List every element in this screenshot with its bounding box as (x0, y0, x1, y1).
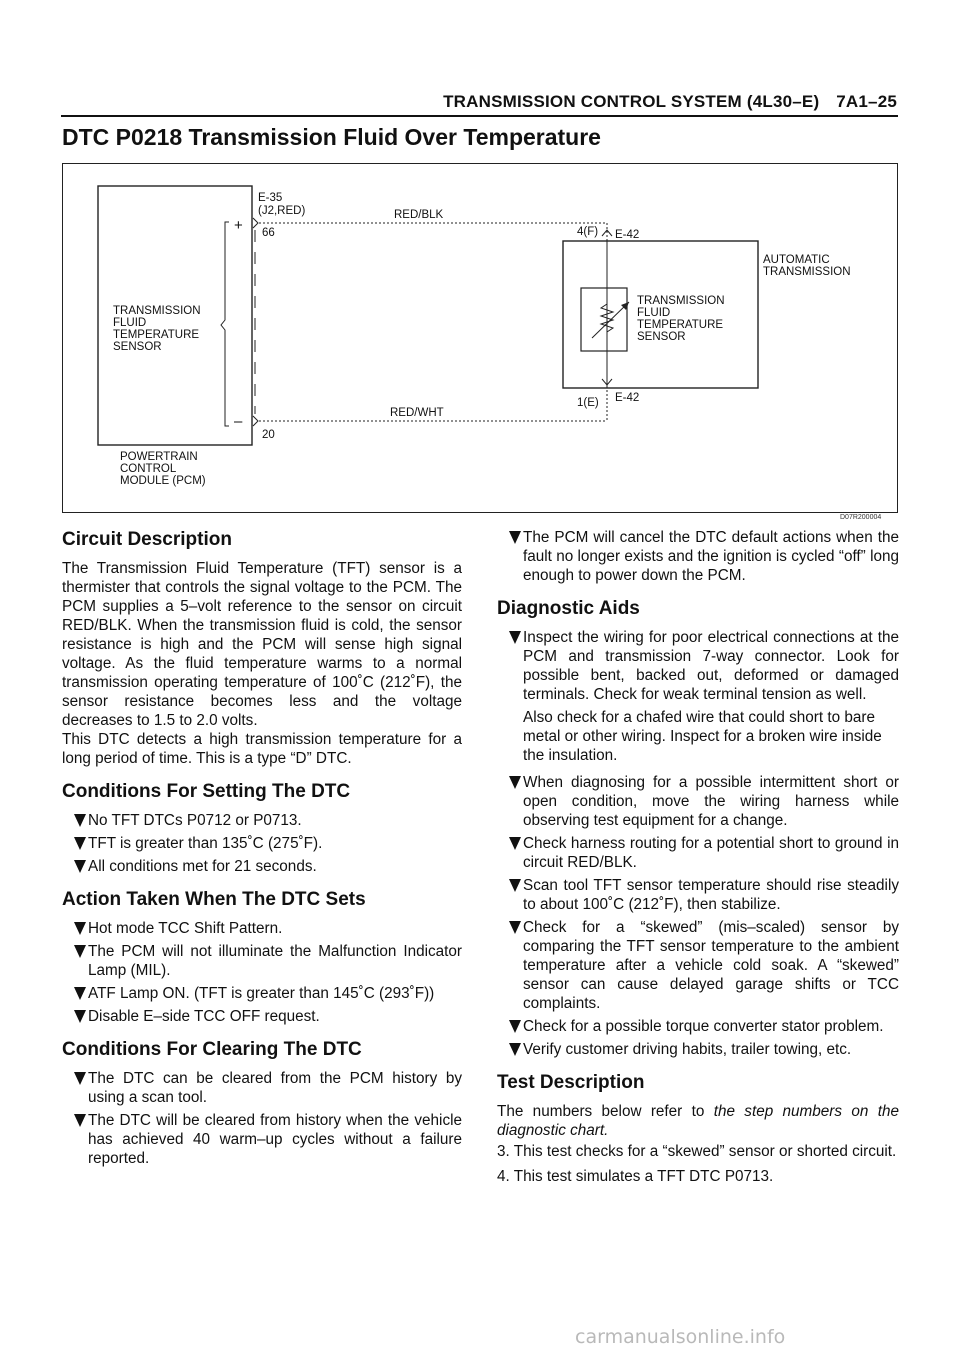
list-item: Disable E–side TCC OFF request. (62, 1007, 462, 1026)
triangle-bullet-icon (509, 631, 521, 644)
action-taken-heading: Action Taken When The DTC Sets (62, 889, 366, 910)
left-column (62, 528, 462, 1180)
triangle-bullet-icon (509, 1020, 521, 1033)
list-item: The PCM will cancel the DTC default actions when the fault no longer exists and the ignition is cycled “off” long enough to power down the PCM. (497, 528, 899, 585)
header-page-number: 7A1–25 (836, 92, 897, 111)
watermark: carmanualsonline.info (575, 1326, 786, 1348)
pin-66-label: 66 (262, 227, 275, 239)
list-item: Hot mode TCC Shift Pattern. (62, 919, 462, 938)
list-item: The PCM will not illuminate the Malfunction Indicator Lamp (MIL). (62, 942, 462, 980)
list-item: Scan tool TFT sensor temperature should rise steadily to about 100˚C (212˚F), then stabilize. (497, 876, 899, 914)
trans-sensor-label: TRANSMISSION FLUID TEMPERATURE SENSOR (637, 295, 725, 343)
circuit-description-heading: Circuit Description (62, 529, 232, 550)
triangle-bullet-icon (509, 531, 521, 544)
wiring-diagram (62, 163, 898, 513)
connector-e35-bottom-chevron (253, 416, 258, 426)
header-rule (61, 115, 898, 117)
triangle-bullet-icon (74, 1072, 86, 1085)
pcm-sensor-bracket (221, 222, 229, 426)
pin-1e-label: 1(E) (577, 397, 599, 409)
list-item: The DTC will be cleared from history when the vehicle has achieved 40 warm–up cycles without a failure reported. (62, 1111, 462, 1168)
circuit-description-section (62, 528, 462, 768)
test-description-intro: The numbers below refer to the step numbers on the diagnostic chart. (497, 1103, 899, 1139)
list-item: The DTC can be cleared from the PCM history by using a scan tool. (62, 1069, 462, 1107)
triangle-bullet-icon (74, 814, 86, 827)
header-title: TRANSMISSION CONTROL SYSTEM (4L30–E) (443, 92, 820, 111)
right-column (497, 528, 899, 1198)
figure-id: D07R200004 (840, 514, 882, 521)
triangle-bullet-icon (74, 1114, 86, 1127)
diagnostic-aids-subparagraph: Also check for a chafed wire that could short to bare metal or other wiring. Inspect for a broken wire inside the insulation. (523, 709, 882, 764)
triangle-bullet-icon (74, 987, 86, 1000)
conditions-clearing-heading: Conditions For Clearing The DTC (62, 1039, 362, 1060)
wire-red-wht-label: RED/WHT (390, 407, 444, 419)
connector-e35-label: E-35 (J2,RED) (258, 192, 306, 217)
test-description-heading: Test Description (497, 1072, 645, 1093)
circuit-description-p2: This DTC detects a high transmission temperature for a long period of time. This is a type “D” DTC. (62, 731, 462, 767)
diagnostic-aids-heading: Diagnostic Aids (497, 598, 640, 619)
conditions-setting-section (62, 780, 462, 876)
pin-4f-label: 4(F) (577, 226, 599, 238)
action-taken-section (62, 888, 462, 1026)
triangle-bullet-icon (74, 1010, 86, 1023)
connector-e42-bottom-label: E-42 (615, 392, 640, 404)
page-title: DTC P0218 Transmission Fluid Over Temperature (62, 124, 601, 150)
page-header (61, 92, 897, 112)
list-item: ATF Lamp ON. (TFT is greater than 145˚C (293˚F)) (62, 984, 462, 1003)
list-item: All conditions met for 21 seconds. (62, 857, 462, 876)
triangle-bullet-icon (74, 945, 86, 958)
triangle-bullet-icon (74, 860, 86, 873)
pcm-sensor-label: TRANSMISSION FLUID TEMPERATURE SENSOR (113, 305, 201, 353)
pcm-label: POWERTRAIN CONTROL MODULE (PCM) (120, 451, 206, 487)
list-item: Check for a “skewed” (mis–scaled) sensor by comparing the TFT sensor temperature to the ambient temperature after a vehicle cold soak. A “skewed” sensor can cause delayed garage shifts or TCC complaints. (497, 918, 899, 1013)
wire-red-blk-label: RED/BLK (394, 209, 444, 221)
triangle-bullet-icon (509, 1043, 521, 1056)
triangle-bullet-icon (74, 922, 86, 935)
thermistor-box (581, 288, 627, 351)
list-item: No TFT DTCs P0712 or P0713. (62, 811, 462, 830)
list-item: TFT is greater than 135˚C (275˚F). (62, 834, 462, 853)
automatic-transmission-label: AUTOMATIC TRANSMISSION (763, 254, 851, 278)
triangle-bullet-icon (509, 879, 521, 892)
connector-e42-top-label: E-42 (615, 229, 640, 241)
plus-sign: + (234, 217, 243, 234)
list-item: When diagnosing for a possible intermittent short or open condition, move the wiring harness while observing test equipment for a change. (497, 773, 899, 830)
test-step: 4. This test simulates a TFT DTC P0713. (497, 1168, 774, 1185)
test-description-section (497, 1071, 899, 1186)
triangle-bullet-icon (74, 837, 86, 850)
triangle-bullet-icon (509, 776, 521, 789)
pin-20-label: 20 (262, 429, 275, 441)
list-item: Verify customer driving habits, trailer towing, etc. (497, 1040, 899, 1059)
list-item: Check for a possible torque converter stator problem. (497, 1017, 899, 1036)
circuit-description-p1: The Transmission Fluid Temperature (TFT) sensor is a thermister that controls the signal voltage to the PCM. The PCM supplies a 5–volt reference to the sensor on circuit RED/BLK. When the transmission fluid is cold, the sensor resistance is high and the PCM will sense high signal voltage. As the fluid temperature warms to a normal transmission operating temperature of 100˚C (212˚F), the sensor resistance becomes less and the voltage decreases to 1.5 to 2.0 volts. (62, 560, 462, 729)
conditions-setting-heading: Conditions For Setting The DTC (62, 781, 351, 802)
conditions-clearing-section (62, 1038, 462, 1168)
minus-sign: – (234, 413, 243, 430)
diagnostic-aids-section (497, 597, 899, 1059)
list-item: Inspect the wiring for poor electrical connections at the PCM and transmission 7-way connector. Look for possible bent, backed out, deformed or damaged terminals. Check for weak terminal tension as well. (497, 628, 899, 704)
triangle-bullet-icon (509, 921, 521, 934)
connector-e35-top-chevron (253, 218, 258, 228)
list-item: Check harness routing for a potential short to ground in circuit RED/BLK. (497, 834, 899, 872)
triangle-bullet-icon (509, 837, 521, 850)
test-step: 3. This test checks for a “skewed” sensor or shorted circuit. (497, 1143, 897, 1160)
